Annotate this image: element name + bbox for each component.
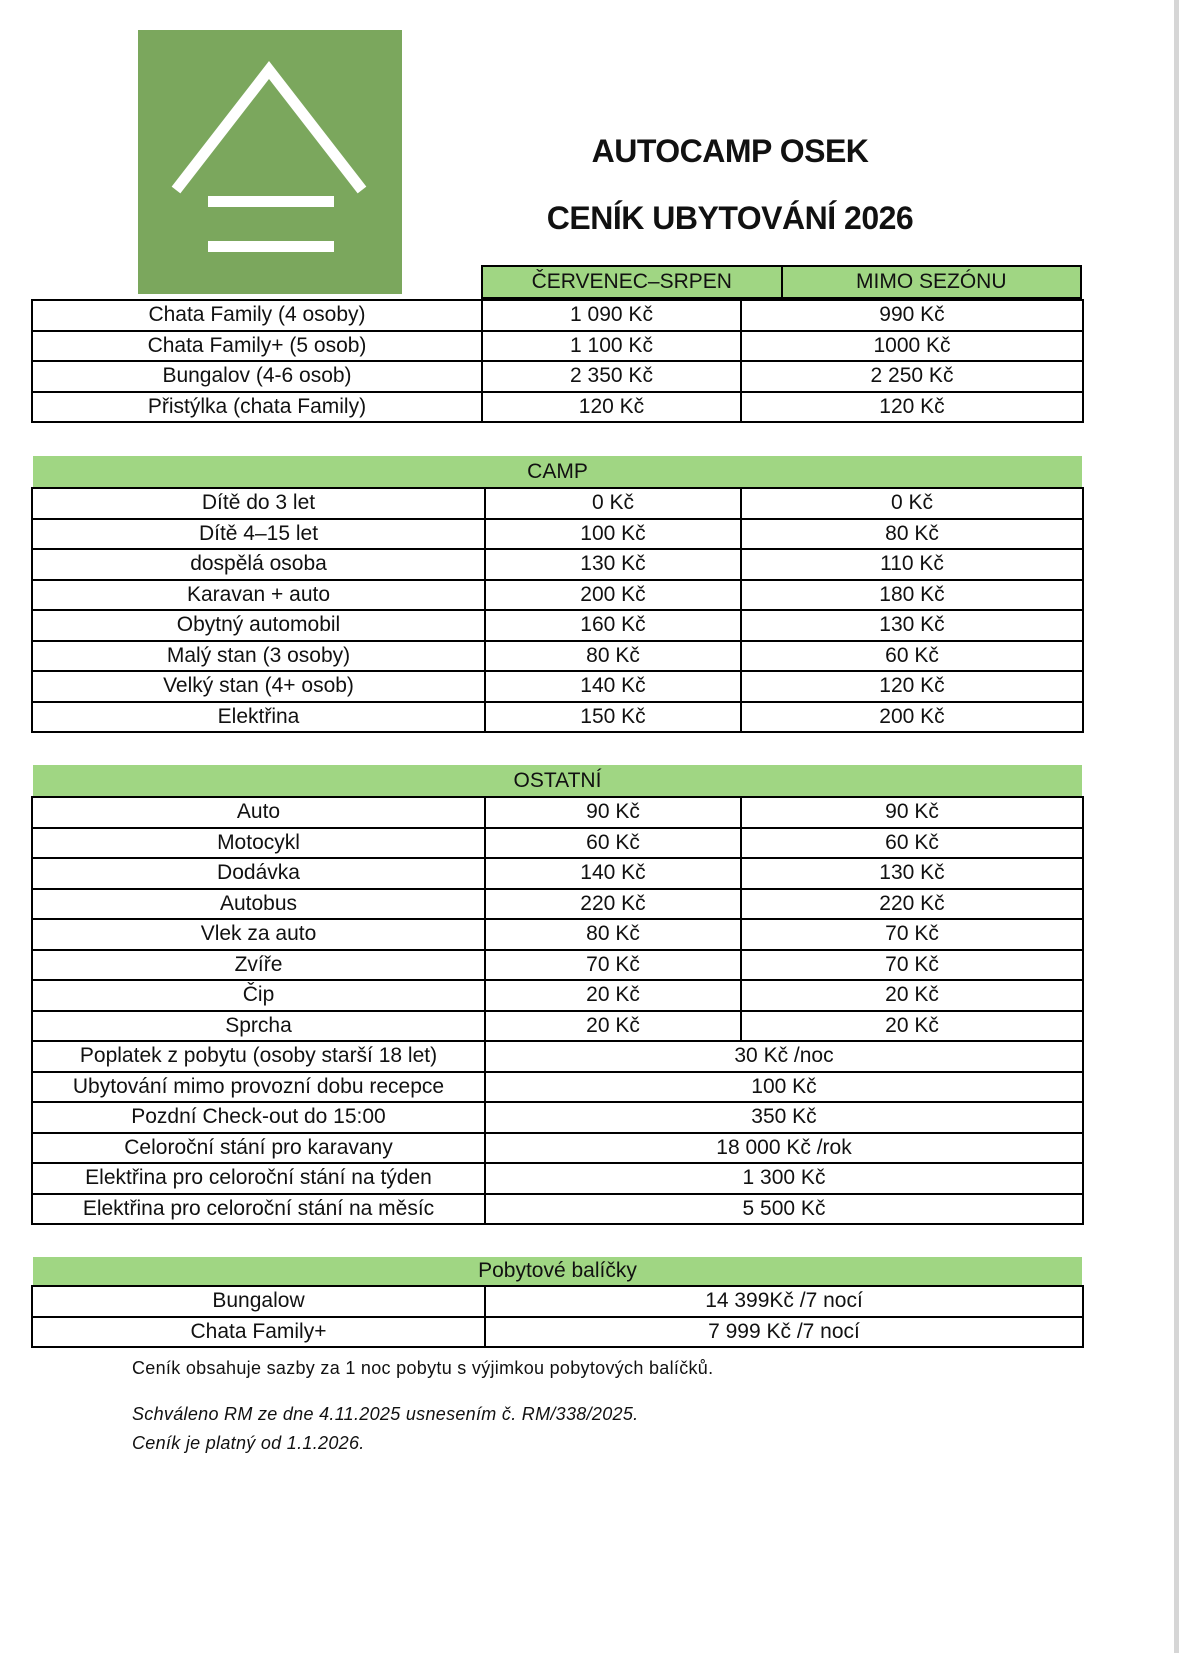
price-off-season: 20 Kč <box>741 1011 1083 1042</box>
price-off-season: 2 250 Kč <box>741 361 1083 392</box>
price-off-season: 90 Kč <box>741 797 1083 828</box>
item-label: Chata Family+ (5 osob) <box>32 331 482 362</box>
price-value: 7 999 Kč /7 nocí <box>485 1317 1083 1348</box>
item-label: Poplatek z pobytu (osoby starší 18 let) <box>32 1041 485 1072</box>
price-off-season: 220 Kč <box>741 889 1083 920</box>
price-value: 350 Kč <box>485 1102 1083 1133</box>
other-section-header: OSTATNÍ <box>33 765 1082 796</box>
item-label: Karavan + auto <box>32 580 485 611</box>
price-summer: 80 Kč <box>485 641 741 672</box>
table-row <box>32 950 1083 981</box>
item-label: Motocykl <box>32 828 485 859</box>
item-label: Bungalov (4-6 osob) <box>32 361 482 392</box>
price-off-season: 0 Kč <box>741 488 1083 519</box>
price-value: 30 Kč /noc <box>485 1041 1083 1072</box>
item-label: Čip <box>32 980 485 1011</box>
table-row <box>32 1041 1083 1072</box>
autocamp-logo <box>138 30 402 294</box>
price-summer: 90 Kč <box>485 797 741 828</box>
item-label: Dodávka <box>32 858 485 889</box>
table-row <box>32 1286 1083 1317</box>
packages-section-header: Pobytové balíčky <box>33 1257 1082 1285</box>
item-label: Velký stan (4+ osob) <box>32 671 485 702</box>
price-off-season: 200 Kč <box>741 702 1083 733</box>
price-summer: 1 090 Kč <box>482 300 741 331</box>
item-label: Zvíře <box>32 950 485 981</box>
tent-icon <box>138 30 402 294</box>
price-off-season: 990 Kč <box>741 300 1083 331</box>
price-summer: 70 Kč <box>485 950 741 981</box>
approval-note: Schváleno RM ze dne 4.11.2025 usnesením č. RM/338/2025. <box>132 1404 639 1424</box>
price-value: 100 Kč <box>485 1072 1083 1103</box>
table-row <box>32 300 1083 331</box>
price-summer: 140 Kč <box>485 858 741 889</box>
price-summer: 60 Kč <box>485 828 741 859</box>
price-off-season: 80 Kč <box>741 519 1083 550</box>
table-row <box>32 610 1083 641</box>
validity-note: Ceník je platný od 1.1.2026. <box>132 1433 365 1453</box>
item-label: Sprcha <box>32 1011 485 1042</box>
price-value: 18 000 Kč /rok <box>485 1133 1083 1164</box>
packages-table <box>31 1285 1084 1348</box>
item-label: Pozdní Check-out do 15:00 <box>32 1102 485 1133</box>
other-table <box>31 796 1084 1225</box>
price-summer: 20 Kč <box>485 980 741 1011</box>
item-label: Bungalow <box>32 1286 485 1317</box>
price-summer: 20 Kč <box>485 1011 741 1042</box>
page-subtitle: CENÍK UBYTOVÁNÍ 2026 <box>546 200 914 236</box>
table-row <box>32 828 1083 859</box>
table-row <box>32 797 1083 828</box>
table-row <box>32 392 1083 423</box>
price-summer: 200 Kč <box>485 580 741 611</box>
price-summer: 2 350 Kč <box>482 361 741 392</box>
camp-table <box>31 487 1084 733</box>
column-header-summer: ČERVENEC–SRPEN <box>482 266 782 298</box>
rates-note: Ceník obsahuje sazby za 1 noc pobytu s výjimkou pobytových balíčků. <box>132 1358 714 1378</box>
table-row <box>32 1133 1083 1164</box>
item-label: Elektřina pro celoroční stání na týden <box>32 1163 485 1194</box>
price-off-season: 70 Kč <box>741 919 1083 950</box>
table-row <box>32 1011 1083 1042</box>
season-column-headers <box>481 265 1082 299</box>
price-off-season: 180 Kč <box>741 580 1083 611</box>
price-off-season: 110 Kč <box>741 549 1083 580</box>
camp-section-header: CAMP <box>33 456 1082 487</box>
column-header-off-season: MIMO SEZÓNU <box>782 266 1082 298</box>
table-row <box>32 641 1083 672</box>
page-title: AUTOCAMP OSEK <box>591 133 869 169</box>
table-row <box>32 889 1083 920</box>
item-label: Chata Family (4 osoby) <box>32 300 482 331</box>
price-summer: 140 Kč <box>485 671 741 702</box>
item-label: Elektřina pro celoroční stání na měsíc <box>32 1194 485 1225</box>
table-row <box>32 1194 1083 1225</box>
table-row <box>32 519 1083 550</box>
item-label: Dítě do 3 let <box>32 488 485 519</box>
table-row <box>32 919 1083 950</box>
item-label: Vlek za auto <box>32 919 485 950</box>
price-summer: 80 Kč <box>485 919 741 950</box>
table-row <box>32 980 1083 1011</box>
price-summer: 1 100 Kč <box>482 331 741 362</box>
item-label: Autobus <box>32 889 485 920</box>
price-summer: 160 Kč <box>485 610 741 641</box>
table-row <box>32 488 1083 519</box>
table-row <box>32 331 1083 362</box>
item-label: Celoroční stání pro karavany <box>32 1133 485 1164</box>
item-label: Elektřina <box>32 702 485 733</box>
item-label: Ubytování mimo provozní dobu recepce <box>32 1072 485 1103</box>
price-summer: 150 Kč <box>485 702 741 733</box>
price-off-season: 70 Kč <box>741 950 1083 981</box>
price-off-season: 130 Kč <box>741 858 1083 889</box>
price-off-season: 120 Kč <box>741 671 1083 702</box>
table-row <box>32 1163 1083 1194</box>
price-off-season: 1000 Kč <box>741 331 1083 362</box>
table-row <box>32 361 1083 392</box>
price-summer: 220 Kč <box>485 889 741 920</box>
item-label: dospělá osoba <box>32 549 485 580</box>
item-label: Přistýlka (chata Family) <box>32 392 482 423</box>
item-label: Obytný automobil <box>32 610 485 641</box>
price-summer: 0 Kč <box>485 488 741 519</box>
table-row <box>32 1072 1083 1103</box>
price-value: 14 399Kč /7 nocí <box>485 1286 1083 1317</box>
price-off-season: 130 Kč <box>741 610 1083 641</box>
price-off-season: 60 Kč <box>741 641 1083 672</box>
table-row <box>32 549 1083 580</box>
item-label: Auto <box>32 797 485 828</box>
price-summer: 120 Kč <box>482 392 741 423</box>
scrollbar[interactable] <box>1174 0 1179 1653</box>
accommodation-table <box>31 299 1084 423</box>
price-off-season: 120 Kč <box>741 392 1083 423</box>
item-label: Malý stan (3 osoby) <box>32 641 485 672</box>
price-off-season: 60 Kč <box>741 828 1083 859</box>
table-row <box>32 580 1083 611</box>
price-summer: 100 Kč <box>485 519 741 550</box>
table-row <box>32 671 1083 702</box>
item-label: Chata Family+ <box>32 1317 485 1348</box>
item-label: Dítě 4–15 let <box>32 519 485 550</box>
table-row <box>32 702 1083 733</box>
table-row <box>32 1317 1083 1348</box>
price-value: 1 300 Kč <box>485 1163 1083 1194</box>
table-row <box>32 1102 1083 1133</box>
price-summer: 130 Kč <box>485 549 741 580</box>
price-value: 5 500 Kč <box>485 1194 1083 1225</box>
price-off-season: 20 Kč <box>741 980 1083 1011</box>
table-row <box>32 858 1083 889</box>
